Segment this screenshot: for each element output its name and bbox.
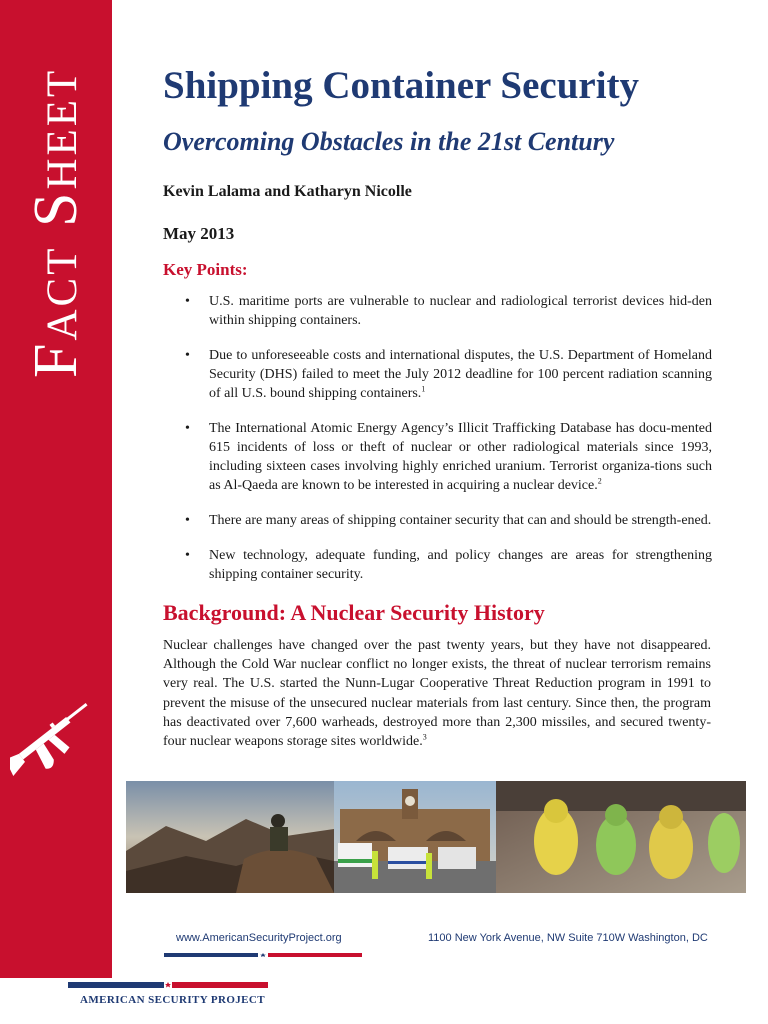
photo-hazmat bbox=[496, 781, 746, 893]
website-link[interactable]: www.AmericanSecurityProject.org bbox=[176, 932, 342, 944]
list-item bbox=[170, 292, 712, 330]
background-heading: Background: A Nuclear Security History bbox=[163, 600, 545, 625]
list-item bbox=[170, 419, 712, 495]
footer-divider bbox=[164, 953, 362, 957]
sidebar bbox=[0, 0, 112, 978]
sidebar-label: Fact Sheet bbox=[22, 67, 90, 378]
footer-address: 1100 New York Avenue, NW Suite 710W Washington, DC bbox=[428, 932, 708, 944]
background-paragraph bbox=[163, 636, 711, 751]
key-point-text: U.S. maritime ports are vulnerable to nuclear and radiological terrorist devices hid-den within shipping containers. bbox=[209, 294, 712, 328]
key-point-text: The International Atomic Energy Agency’s Illicit Trafficking Database has docu-mented 615 incidents of loss or theft of nuclear or other radiological materials since 1993, including sixteen cases involving highly enriched uranium. Terrorist organiza-tions such as Al-Qaeda are known to be interested in acquiring a nuclear device. bbox=[209, 421, 712, 493]
bullet-icon: • bbox=[185, 421, 190, 436]
list-item bbox=[170, 511, 712, 530]
rifle-icon bbox=[10, 682, 102, 778]
bullet-icon: • bbox=[185, 513, 190, 528]
star-icon bbox=[165, 982, 171, 988]
page-subtitle: Overcoming Obstacles in the 21st Century bbox=[163, 127, 615, 156]
key-point-text: Due to unforeseeable costs and international disputes, the U.S. Department of Homeland Security (DHS) failed to meet the July 2012 deadline for 100 percent radiation scanning of all U.S. bound shipping containers. bbox=[209, 348, 712, 401]
key-point-text: New technology, adequate funding, and policy changes are areas for strengthening shipping container security. bbox=[209, 548, 712, 582]
organization-name: AMERICAN SECURITY PROJECT bbox=[80, 994, 265, 1006]
footnote-ref[interactable]: 1 bbox=[421, 384, 426, 394]
footnote-ref[interactable]: 2 bbox=[597, 476, 602, 486]
photo-station bbox=[334, 781, 496, 893]
bullet-icon: • bbox=[185, 548, 190, 563]
publication-date: May 2013 bbox=[163, 224, 235, 243]
list-item bbox=[170, 346, 712, 403]
photo-strip bbox=[126, 781, 746, 893]
org-divider bbox=[68, 982, 268, 988]
key-points-heading: Key Points: bbox=[163, 260, 248, 279]
key-point-text: There are many areas of shipping container security that can and should be strength-ened. bbox=[209, 513, 712, 528]
authors: Kevin Lalama and Katharyn Nicolle bbox=[163, 183, 412, 200]
list-item bbox=[170, 546, 712, 584]
bullet-icon: • bbox=[185, 348, 190, 363]
bullet-icon: • bbox=[185, 294, 190, 309]
photo-soldier bbox=[126, 781, 334, 893]
page-title: Shipping Container Security bbox=[163, 64, 640, 107]
background-text: Nuclear challenges have changed over the past twenty years, but they have not disappeared. Although the Cold War nuclear conflict no longer exists, the threat of nuclear terrorism remains very real. The U.S. started the Nunn-Lugar Cooperative Threat Reduction program in 1991 to prevent the misuse of the unsecured nuclear materials from last century. Since then, the program has deactivated over 7,600 warheads, destroyed more than 2,300 missiles, and secured twenty-four nuclear weapons storage sites worldwide. bbox=[163, 638, 711, 750]
key-points-list bbox=[170, 292, 712, 600]
photo-collage bbox=[126, 781, 746, 893]
footnote-ref[interactable]: 3 bbox=[422, 732, 427, 742]
star-icon bbox=[260, 953, 266, 957]
